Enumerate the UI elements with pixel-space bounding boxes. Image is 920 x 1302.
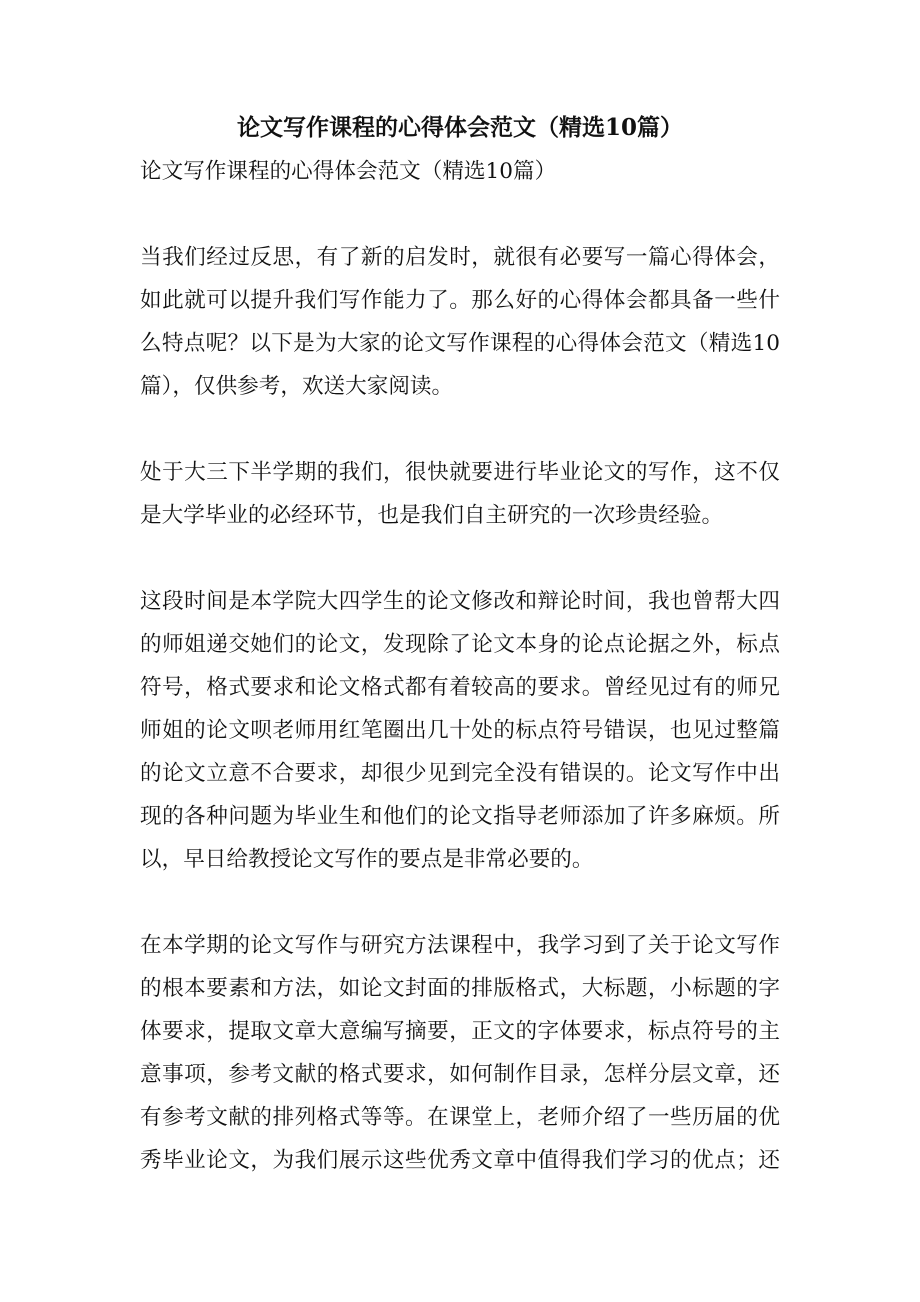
- paragraph-line: 的根本要素和方法，如论文封面的排版格式，大标题，小标题的字: [140, 976, 780, 1001]
- paragraph-spacer: [140, 537, 780, 580]
- paragraph-line: 以，早日给教授论文写作的要点是非常必要的。: [140, 847, 594, 872]
- paragraph: [140, 580, 780, 881]
- paragraph-line: 意事项，参考文献的格式要求，如何制作目录，怎样分层文章，还: [140, 1062, 780, 1087]
- paragraph-line: 在本学期的论文写作与研究方法课程中，我学习到了关于论文写作: [140, 933, 780, 958]
- document-body: [140, 150, 780, 1182]
- paragraph-line: 师姐的论文呗老师用红笔圈出几十处的标点符号错误，也见过整篇: [140, 718, 780, 743]
- paragraph-line: 符号，格式要求和论文格式都有着较高的要求。曾经见过有的师兄: [140, 675, 780, 700]
- paragraph-spacer: [140, 193, 780, 236]
- document-title: 论文写作课程的心得体会范文（精选10篇）: [236, 114, 683, 141]
- paragraph-spacer: [140, 881, 780, 924]
- paragraph-line: 的师姐递交她们的论文，发现除了论文本身的论点论据之外，标点: [140, 632, 780, 657]
- paragraph-line: 么特点呢？以下是为大家的论文写作课程的心得体会范文（精选10: [140, 331, 780, 356]
- paragraph-line: 有参考文献的排列格式等等。在课堂上，老师介绍了一些历届的优: [140, 1105, 780, 1130]
- paragraph-line: 这段时间是本学院大四学生的论文修改和辩论时间，我也曾帮大四: [140, 589, 780, 614]
- paragraph-line: 是大学毕业的必经环节，也是我们自主研究的一次珍贵经验。: [140, 503, 724, 528]
- paragraph: [140, 924, 780, 1182]
- paragraph: [140, 451, 780, 537]
- paragraph-line: 体要求，提取文章大意编写摘要，正文的字体要求，标点符号的主: [140, 1019, 780, 1044]
- paragraph-spacer: [140, 408, 780, 451]
- paragraph-line: 现的各种问题为毕业生和他们的论文指导老师添加了许多麻烦。所: [140, 804, 780, 829]
- paragraph-line: 处于大三下半学期的我们，很快就要进行毕业论文的写作，这不仅: [140, 460, 780, 485]
- paragraph-line: 的论文立意不合要求，却很少见到完全没有错误的。论文写作中出: [140, 761, 780, 786]
- paragraph-line: 如此就可以提升我们写作能力了。那么好的心得体会都具备一些什: [140, 288, 780, 313]
- paragraph-line: 秀毕业论文，为我们展示这些优秀文章中值得我们学习的优点；还: [140, 1148, 780, 1173]
- paragraph-line: 篇），仅供参考，欢送大家阅读。: [140, 374, 454, 399]
- document-subtitle: 论文写作课程的心得体会范文（精选10篇）: [140, 159, 557, 184]
- paragraph: [140, 236, 780, 408]
- paragraph-line: 当我们经过反思，有了新的启发时，就很有必要写一篇心得体会，: [140, 245, 780, 270]
